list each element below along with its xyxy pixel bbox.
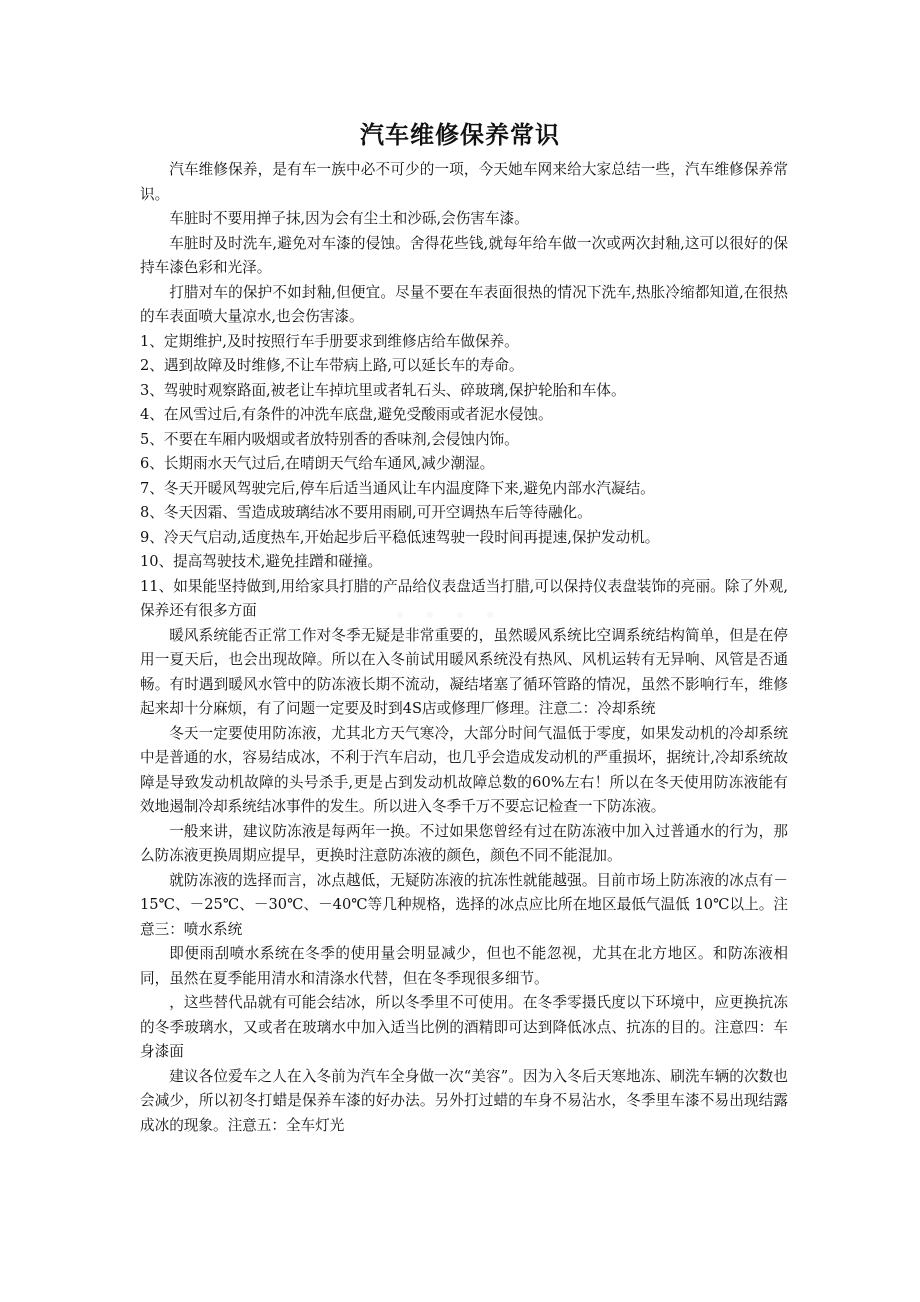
list-item: 5、不要在车厢内吸烟或者放特别香的香味剂,会侵蚀内饰。 (140, 430, 519, 448)
list-item: 8、冬天因霜、雪造成玻璃结冰不要用雨刷,可开空调热车后等待融化。 (140, 504, 592, 521)
paragraph: 就防冻液的选择而言，冰点越低，无疑防冻液的抗冻性就能越强。目前市场上防冻液的冰点有－15℃、－25℃、－30℃、－40℃等几种规格，选择的冰点应比所在地区最低气温低 10℃以上。注意三：喷水系统 (140, 871, 788, 938)
paragraph: 车脏时及时洗车,避免对车漆的侵蚀。舍得花些钱,就每年给车做一次或两次封釉,这可以很好的保持车漆色彩和光泽。 (140, 234, 788, 276)
list-item: 4、在风雪过后,有条件的冲洗车底盘,避免受酸雨或者泥水侵蚀。 (140, 406, 553, 423)
paragraph: ，这些替代品就有可能会结冰，所以冬季里不可使用。在冬季零摄氏度以下环境中，应更换抗冻的冬季玻璃水，又或者在玻璃水中加入适当比例的酒精即可达到降低冰点、抗冻的目的。注意四：车身漆面 (140, 994, 788, 1060)
paragraph: 即便雨刮喷水系统在冬季的使用量会明显减少，但也不能忽视，尤其在北方地区。和防冻液相同，虽然在夏季能用清水和清涤水代替，但在冬季现很多细节。 (140, 945, 788, 987)
document-body (140, 158, 788, 1138)
paragraph: 冬天一定要使用防冻液，尤其北方天气寒冷，大部分时间气温低于零度，如果发动机的冷却系统中是普通的水，容易结成冰，不利于汽车启动，也几乎会造成发动机的严重损坏，据统计,冷却系统故障是导致发动机故障的头号杀手,更是占到发动机故障总数的60%左右！所以在冬天使用防冻液能有效地遏制冷却系统结冰事件的发生。所以进入冬季千万不要忘记检查一下防冻液。 (140, 724, 788, 815)
paragraph: 打腊对车的保护不如封釉,但便宜。尽量不要在车表面很热的情况下洗车,热胀冷缩都知道,在很热的车表面喷大量凉水,也会伤害漆。 (140, 283, 788, 325)
list-item: 9、冷天气启动,适度热车,开始起步后平稳低速驾驶一段时间再提速,保护发动机。 (140, 528, 660, 546)
paragraph: 汽车维修保养，是有车一族中必不可少的一项，今天她车网来给大家总结一些，汽车维修保养常识。 (140, 161, 788, 203)
paragraph: 一般来讲，建议防冻液是每两年一换。不过如果您曾经有过在防冻液中加入过普通水的行为，那么防冻液更换周期应提早，更换时注意防冻液的颜色，颜色不同不能混加。 (140, 822, 788, 864)
faint-watermark-dots (390, 600, 510, 630)
list-item: 1、定期维护,及时按照行车手册要求到维修店给车做保养。 (140, 332, 519, 350)
list-item: 3、驾驶时观察路面,被老让车掉坑里或者轧石头、碎玻璃,保护轮胎和车体。 (140, 381, 626, 399)
paragraph: 车脏时不要用掸子抹,因为会有尘土和沙砾,会伤害车漆。 (169, 210, 529, 227)
list-item: 6、长期雨水天气过后,在晴朗天气给车通风,减少潮湿。 (140, 455, 495, 472)
list-item: 10、提高驾驶技术,避免挂蹭和碰撞。 (140, 553, 383, 570)
document-title: 汽车维修保养常识 (360, 121, 560, 149)
list-item: 11、如果能坚持做到,用给家具打腊的产品给仪表盘适当打腊,可以保持仪表盘装饰的亮丽。除了外观,保养还有很多方面 (140, 577, 788, 619)
list-item: 2、遇到故障及时维修,不让车带病上路,可以延长车的寿命。 (140, 357, 524, 374)
paragraph: 建议各位爱车之人在入冬前为汽车全身做一次“美容”。因为入冬后天寒地冻、刷洗车辆的次数也会减少，所以初冬打蜡是保养车漆的好办法。另外打过蜡的车身不易沾水，冬季里车漆不易出现结露成冰的现象。注意五：全车灯光 (140, 1067, 788, 1134)
list-item: 7、冬天开暖风驾驶完后,停车后适当通风让车内温度降下来,避免内部水汽凝结。 (140, 479, 655, 497)
paragraph: 暖风系统能否正常工作对冬季无疑是非常重要的，虽然暖风系统比空调系统结构简单，但是在停用一夏天后，也会出现故障。所以在入冬前试用暖风系统没有热风、风机运转有无异响、风管是否通畅。有时遇到暖风水管中的防冻液长期不流动，凝结堵塞了循环管路的情况，虽然不影响行车，维修起来却十分麻烦，有了问题一定要及时到4S店或修理厂修理。注意二：冷却系统 (140, 626, 788, 717)
